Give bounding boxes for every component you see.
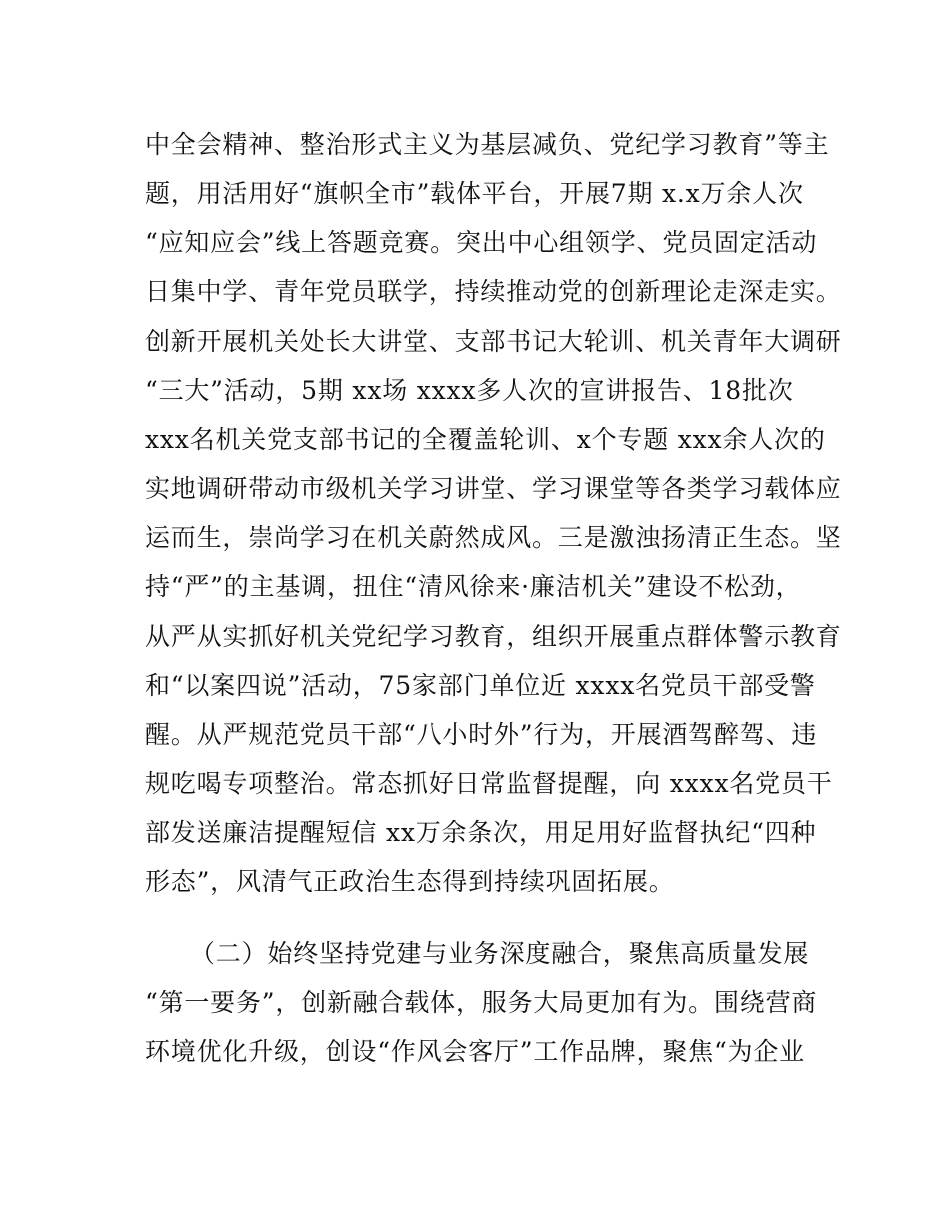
paragraph-1-line-5: 创新开展机关处长大讲堂、支部书记大轮训、机关青年大调研: [145, 327, 842, 356]
paragraph-1-line-9: 运而生，崇尚学习在机关蔚然成风。三是激浊扬清正生态。坚: [145, 523, 842, 552]
paragraph-1-line-8: 实地调研带动市级机关学习讲堂、学习课堂等各类学习载体应: [145, 474, 842, 503]
paragraph-2-line-2: “第一要务”，创新融合载体，服务大局更加有为。围绕营商: [145, 988, 818, 1017]
paragraph-1-line-1: 中全会精神、整治形式主义为基层减负、党纪学习教育”等主: [145, 130, 830, 159]
paragraph-1-line-12: 和“以案四说”活动，75家部门单位近 xxxx名党员干部受警: [145, 671, 816, 700]
paragraph-1-line-16: 形态”，风清气正政治生态得到持续巩固拓展。: [145, 867, 675, 896]
paragraph-1-line-11: 从严从实抓好机关党纪学习教育，组织开展重点群体警示教育: [145, 622, 842, 651]
paragraph-1-line-2: 题，用活用好“旗帜全市”载体平台，开展7期 x.x万余人次: [145, 179, 804, 208]
paragraph-1-line-4: 日集中学、青年党员联学，持续推动党的创新理论走深走实。: [145, 277, 842, 306]
paragraph-1-line-14: 规吃喝专项整治。常态抓好日常监督提醒，向 xxxx名党员干: [145, 769, 833, 798]
paragraph-1-line-6: “三大”活动，5期 xx场 xxxx多人次的宣讲报告、18批次: [145, 376, 794, 405]
paragraph-1-line-13: 醒。从严规范党员干部“八小时外”行为，开展酒驾醉驾、违: [145, 720, 818, 749]
paragraph-2-line-1: （二）始终坚持党建与业务深度融合，聚焦高质量发展: [190, 939, 810, 968]
paragraph-1-line-3: “应知应会”线上答题竞赛。突出中心组领学、党员固定活动: [145, 228, 818, 257]
paragraph-1-line-15: 部发送廉洁提醒短信 xx万余条次，用足用好监督执纪“四种: [145, 818, 817, 847]
paragraph-1-line-10: 持“严”的主基调，扭住“清风徐来·廉洁机关”建设不松劲，: [145, 572, 802, 601]
paragraph-1-line-7: xxx名机关党支部书记的全覆盖轮训、x个专题 xxx余人次的: [145, 425, 826, 454]
paragraph-2-line-3: 环境优化升级，创设“作风会客厅”工作品牌，聚焦“为企业: [145, 1037, 805, 1066]
